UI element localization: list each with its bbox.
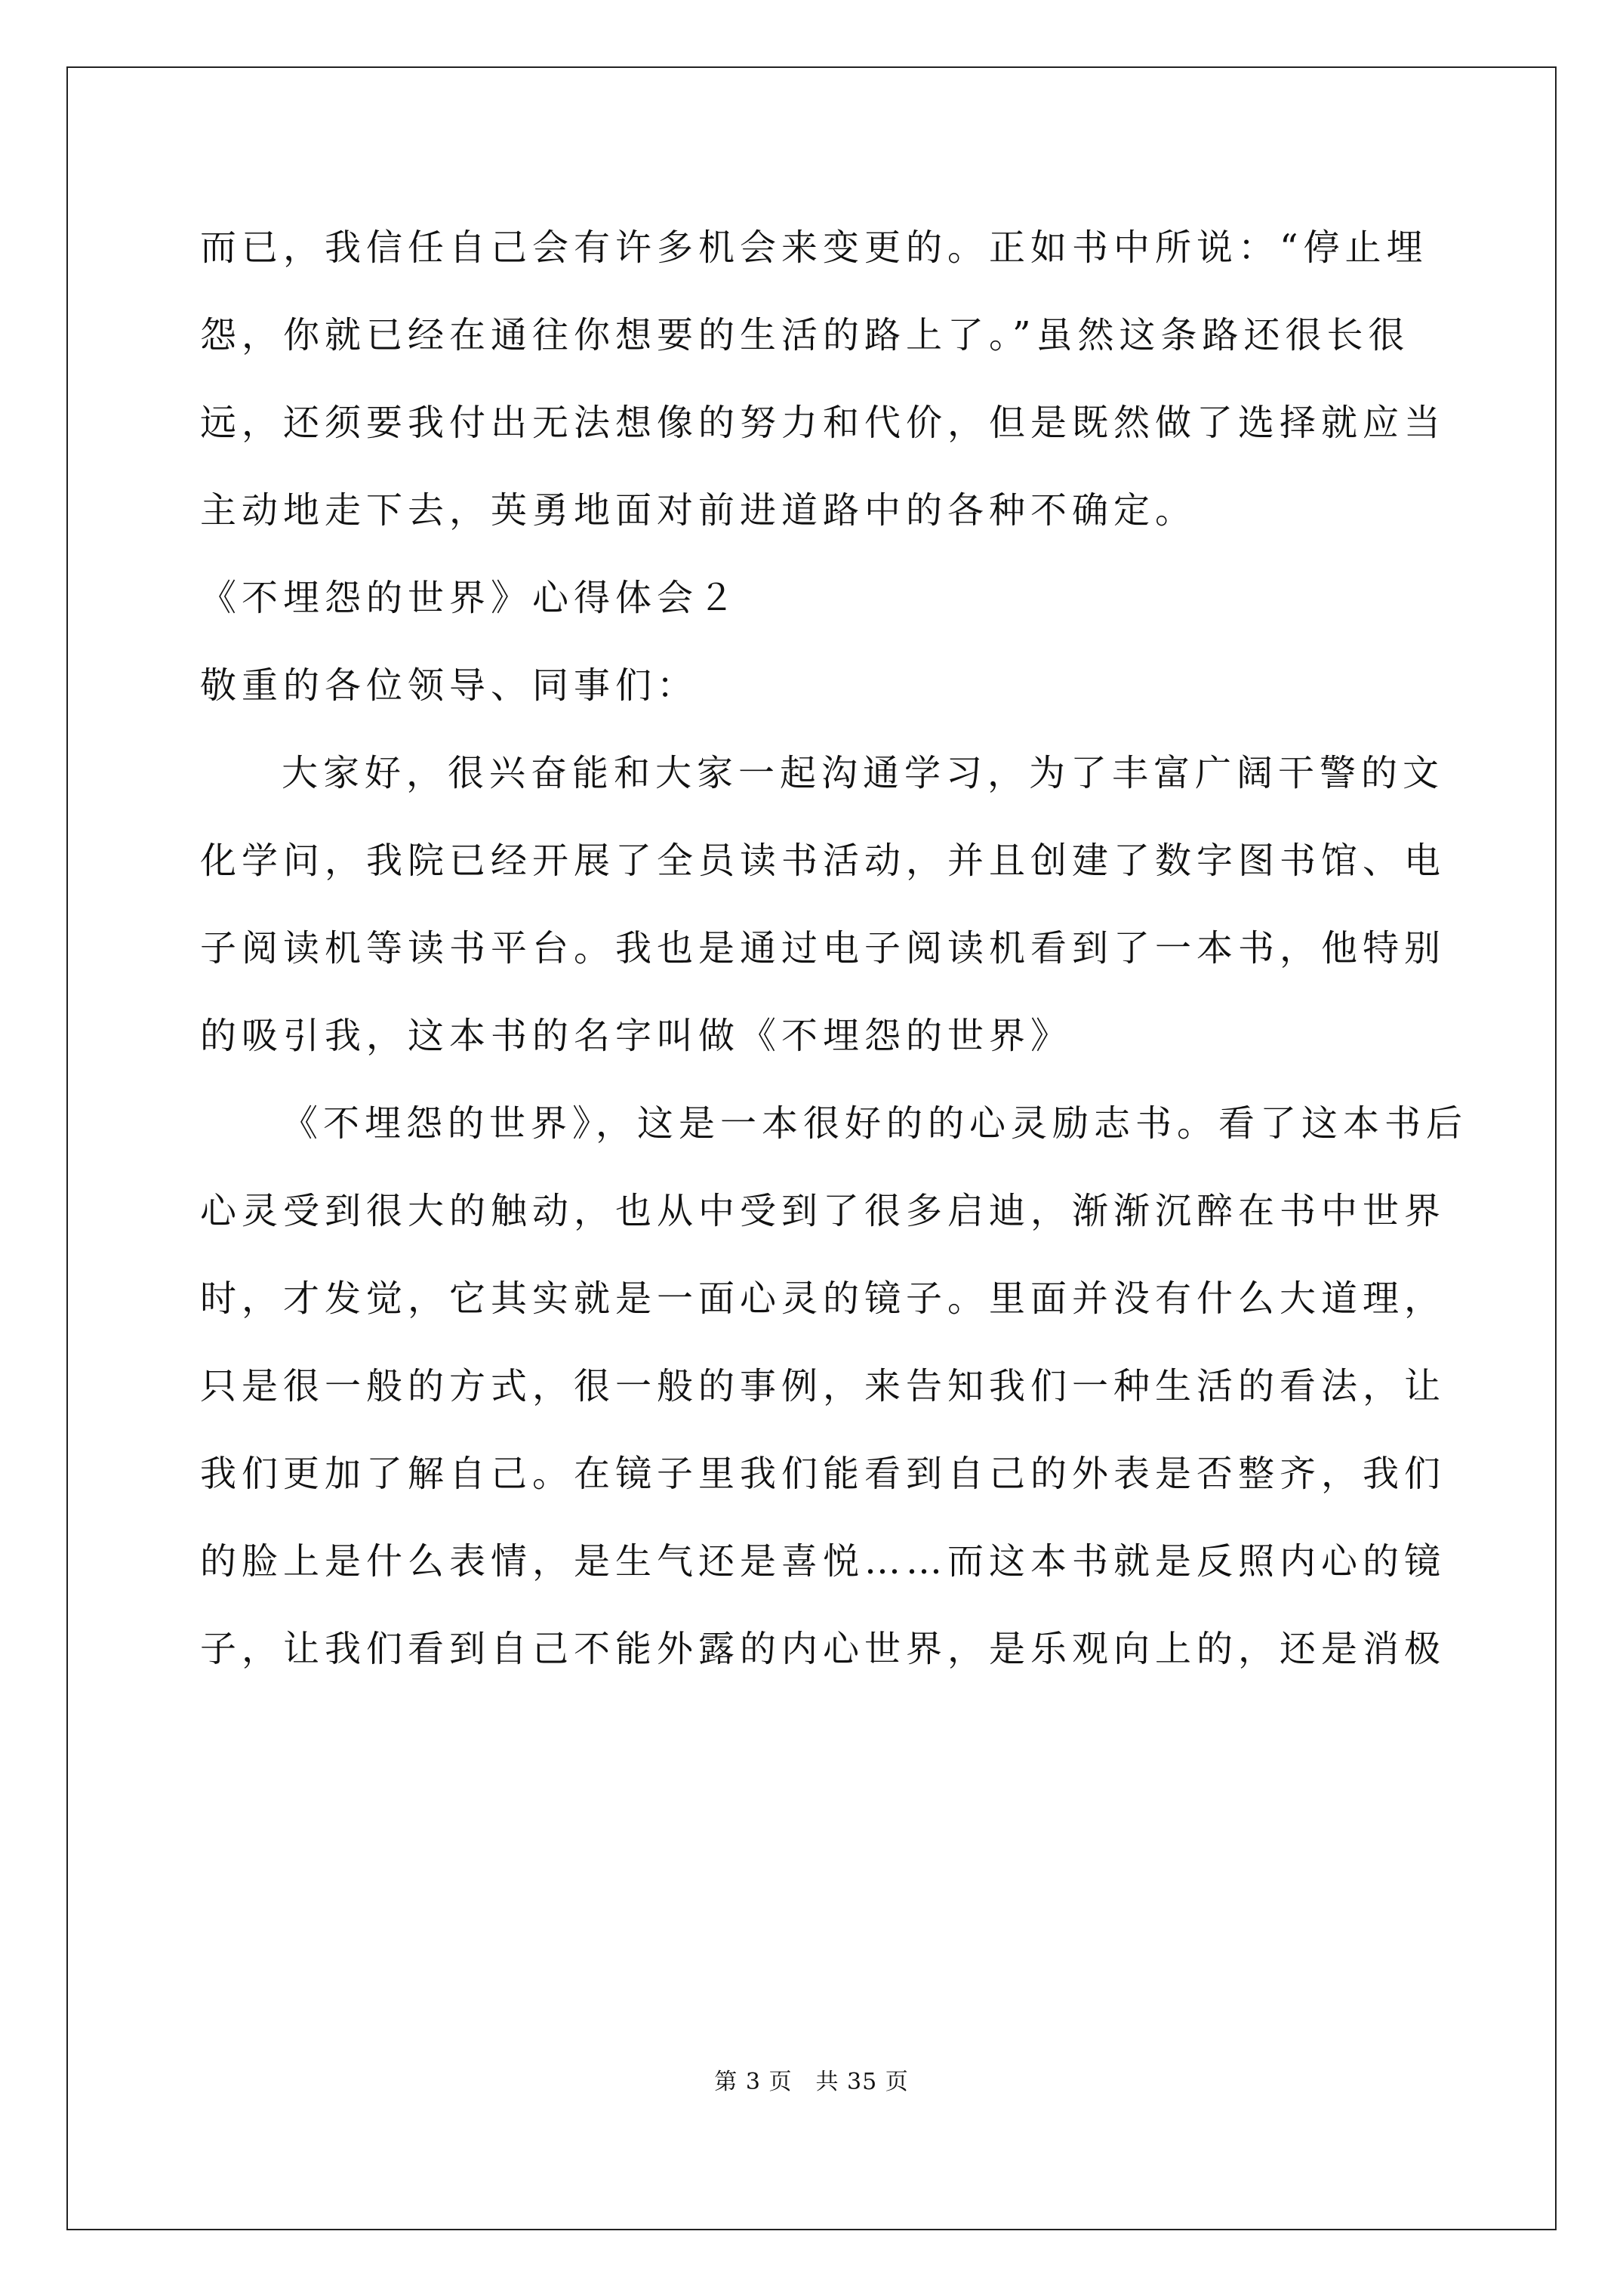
text-line: 《不埋怨的世界》，这是一本很好的的心灵励志书。看了这本书后	[282, 1102, 1468, 1145]
paragraph-continuation	[200, 204, 1446, 554]
text-line: 子，让我们看到自己不能外露的内心世界，是乐观向上的，还是消极	[200, 1628, 1446, 1670]
text-line: 我们更加了解自己。在镜子里我们能看到自己的外表是否整齐，我们	[200, 1453, 1446, 1495]
heading-text: 《不埋怨的世界》心得体会２	[200, 577, 741, 619]
salutation-text: 敬重的各位领导、同事们：	[200, 664, 699, 707]
text-line: 子阅读机等读书平台。我也是通过电子阅读机看到了一本书，他特别	[200, 927, 1446, 969]
text-line: 远，还须要我付出无法想像的努力和代价，但是既然做了选择就应当	[200, 402, 1446, 444]
salutation	[200, 642, 1438, 729]
text-line: 化学问，我院已经开展了全员读书活动，并且创建了数字图书馆、电	[200, 840, 1446, 882]
text-line: 只是很一般的方式，很一般的事例，来告知我们一种生活的看法，让	[200, 1365, 1446, 1407]
text-line: 的脸上是什么表情，是生气还是喜悦……而这本书就是反照内心的镜	[200, 1540, 1446, 1583]
text-line: 大家好，很兴奋能和大家一起沟通学习，为了丰富广阔干警的文	[282, 752, 1445, 794]
page-number: 第 3 页 共 35 页	[714, 2069, 909, 2095]
text-line: 的吸引我，这本书的名字叫做《不埋怨的世界》	[200, 1015, 1073, 1057]
section-heading	[200, 554, 1438, 642]
document-body	[200, 204, 1468, 1693]
text-line: 心灵受到很大的触动，也从中受到了很多启迪，渐渐沉醉在书中世界	[200, 1190, 1446, 1232]
text-line: 而已，我信任自己会有许多机会来变更的。正如书中所说：“停止埋	[200, 227, 1428, 269]
paragraph-book	[200, 1080, 1468, 1693]
text-line: 时，才发觉，它其实就是一面心灵的镜子。里面并没有什么大道理，	[200, 1277, 1446, 1320]
text-line: 怨，你就已经在通往你想要的生活的路上了。”虽然这条路还很长很	[200, 314, 1410, 356]
paragraph-intro	[200, 729, 1446, 1080]
text-line: 主动地走下去，英勇地面对前进道路中的各种不确定。	[200, 489, 1197, 532]
